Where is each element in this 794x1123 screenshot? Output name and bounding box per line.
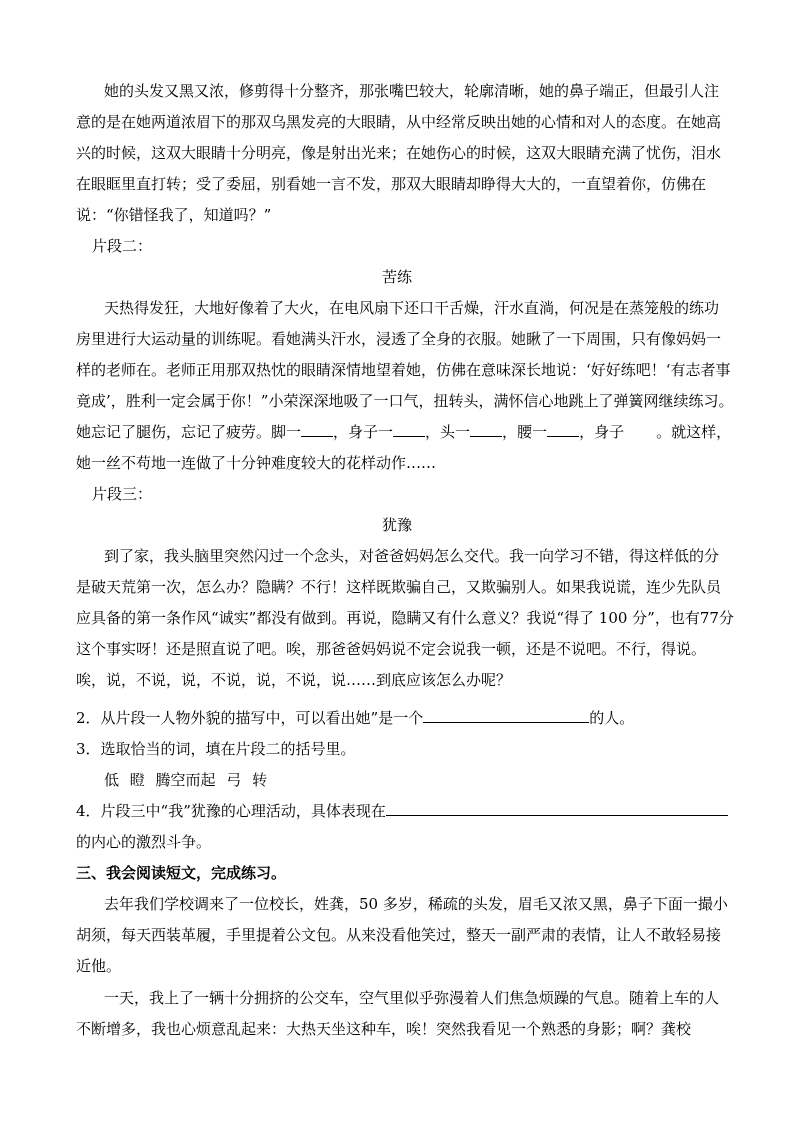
text-segment: ，头一 (425, 423, 471, 441)
text-line: 这个事实呀！还是照直说了吧。唉，那爸爸妈妈说不定会说我一顿，还是不说吧。不行，得说。 (76, 640, 707, 658)
question-2 (76, 703, 634, 734)
text-line: 在眼眶里直打转；受了委屈，别看她一言不发，那双大眼睛却睁得大大的，一直望着你，仿佛在 (76, 175, 707, 193)
text-line: 意的是在她两道浓眉下的那双乌黑发亮的大眼睛，从中经常反映出她的心情和对人的态度。在她高 (76, 113, 722, 131)
text-line: 一天，我上了一辆十分拥挤的公交车，空气里似乎弥漫着人们焦急烦躁的气息。随着上车的人 (104, 989, 720, 1007)
text-line: 她的头发又黑又浓，修剪得十分整齐，那张嘴巴较大，轮廓清晰，她的鼻子端正，但最引人注 (104, 82, 720, 100)
text-line: 说：“你错怪我了，知道吗？” (76, 206, 272, 224)
word-choices: 低 瞪 腾空而起 弓 转 (104, 771, 268, 789)
fragment2-title: 苦练 (381, 268, 412, 286)
text-segment: ，腰一 (502, 423, 548, 441)
text-line: 天热得发狂，大地好像着了大火，在电风扇下还口干舌燥，汗水直淌，何况是在蒸笼般的练功 (104, 299, 720, 317)
answer-blank[interactable] (470, 420, 502, 437)
question-text: 2．从片段一人物外貌的描写中，可以看出她”是一个 (76, 709, 424, 727)
text-line: 不断增多，我也心烦意乱起来：大热天坐这种车，唉！突然我看见一个熟悉的身影；啊？龚校 (76, 1020, 692, 1038)
answer-blank[interactable] (301, 420, 333, 437)
section-3-heading: 三、我会阅读短文，完成练习。 (76, 864, 287, 882)
text-segment: 她忘记了腿伤，忘记了疲劳。脚一 (76, 423, 302, 441)
question-text: 4．片段三中“我”犹豫的心理活动，具体表现在 (76, 802, 386, 820)
fragment3-paragraph (76, 541, 734, 696)
answer-blank[interactable] (547, 420, 579, 437)
text-line: 近他。 (76, 957, 122, 975)
answer-blank[interactable] (423, 706, 589, 723)
text-line: 去年我们学校调来了一位校长，姓龚，50 多岁，稀疏的头发，眉毛又浓又黑，鼻子下面一撮小 (104, 895, 728, 913)
question-4 (76, 796, 728, 827)
fragment1-paragraph (76, 76, 722, 231)
fragment3-title: 犹豫 (381, 516, 412, 534)
text-line: 兴的时候，这双大眼睛十分明亮，像是射出光来；在她伤心的时候，这双大眼睛充满了忧伤，泪水 (76, 144, 722, 162)
text-line: 唉，说，不说，说，不说，说，不说，说……到底应该怎么办呢？ (76, 671, 512, 689)
section3-paragraph-2 (76, 983, 722, 1045)
text-line: 房里进行大运动量的训练呢。看她满头汗水，浸透了全身的衣服。她瞅了一下周围，只有像妈妈一 (76, 330, 722, 348)
text-line: 样的老师在。老师正用那双热忱的眼睛深情地望着她，仿佛在意味深长地说：‘好好练吧！‘有志者事 (76, 361, 731, 379)
text-line: 竟成’，胜利一定会属于你！”小荣深深地吸了一口气，扭转头，满怀信心地跳上了弹簧网继续练习。 (76, 392, 734, 410)
answer-blank[interactable] (386, 799, 728, 816)
question-text: 的人。 (589, 709, 635, 727)
fragment3-label: 片段三： (92, 485, 153, 503)
section3-paragraph-1 (76, 889, 728, 982)
fragment2-paragraph (76, 293, 734, 479)
question-4-end: 的内心的激烈斗争。 (76, 833, 212, 851)
text-line: 是破天荒第一次，怎么办？隐瞒？不行！这样既欺骗自己，又欺骗别人。如果我说谎，连少先队员 (76, 578, 722, 596)
text-segment: 。就这样， (656, 423, 732, 441)
question-3: 3．选取恰当的词，填在片段二的括号里。 (76, 740, 356, 758)
text-segment: ，身子 (579, 423, 625, 441)
text-segment: ，身子一 (333, 423, 394, 441)
text-line: 应具备的第一条作风“诚实”都没有做到。再说，隐瞒又有什么意义？我说“得了 100 分”，也有77分 (76, 609, 734, 627)
answer-blank[interactable] (393, 420, 425, 437)
fragment2-label: 片段二： (92, 237, 153, 255)
text-line: 胡须，每天西装革履，手里提着公文包。从来没看他笑过，整天一副严肃的表情，让人不敢轻易接 (76, 926, 722, 944)
text-line: 到了家，我头脑里突然闪过一个念头，对爸爸妈妈怎么交代。我一向学习不错，得这样低的分 (104, 547, 720, 565)
text-line: 她一丝不苟地一连做了十分钟难度较大的花样动作…… (76, 454, 437, 472)
fill-blank-line (76, 417, 732, 448)
